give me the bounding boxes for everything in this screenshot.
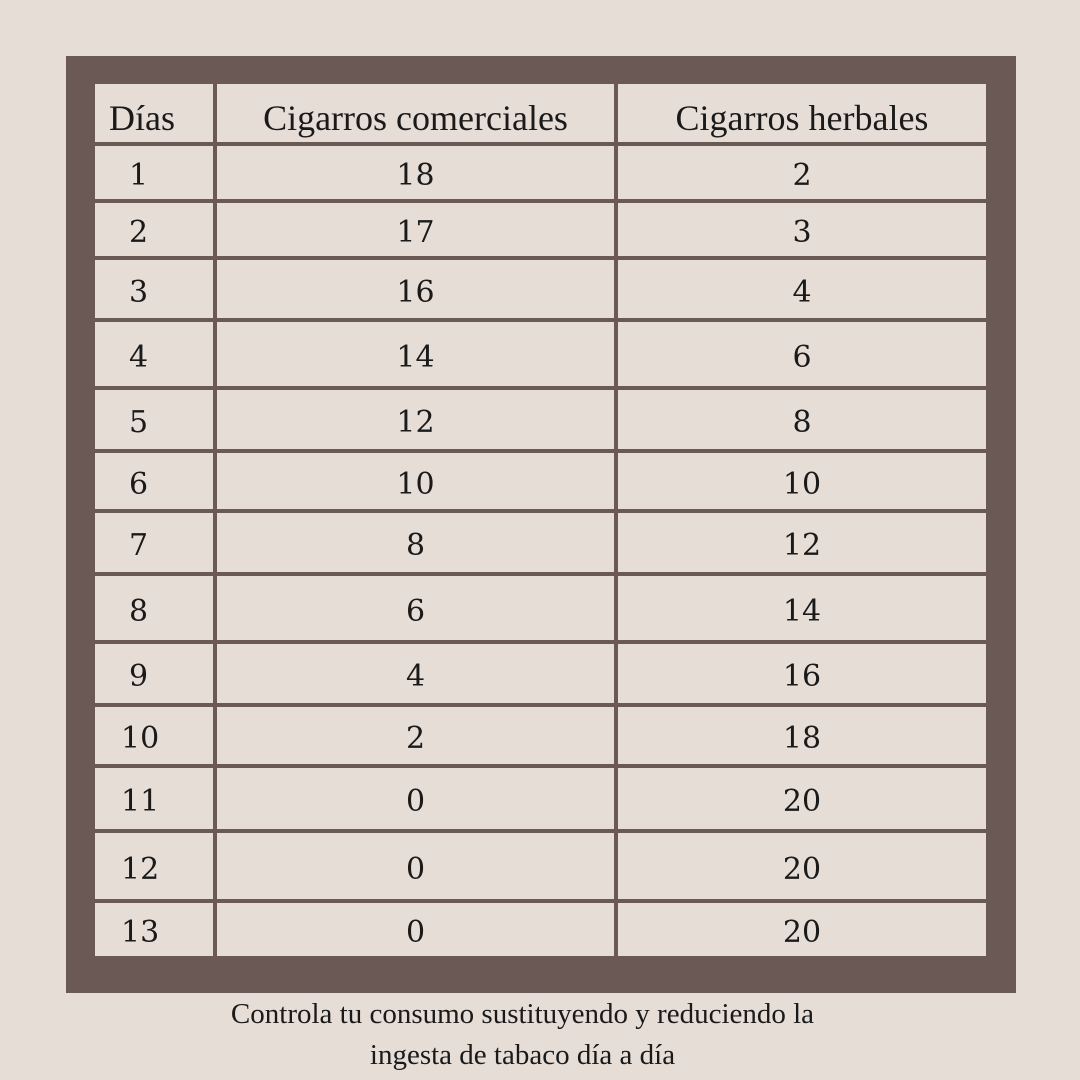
caption [0,994,1045,1076]
day-cell: 1 [95,146,213,199]
table-frame [66,56,1016,993]
commercial-cell: 6 [217,576,614,640]
day-cell: 3 [95,260,213,318]
day-cell: 8 [95,576,213,640]
header-herbal-cigarettes: Cigarros herbales [618,84,986,142]
commercial-cell: 8 [217,513,614,572]
commercial-cell: 12 [217,390,614,449]
commercial-cell: 0 [217,833,614,899]
day-cell: 13 [95,903,213,956]
herbal-cell: 20 [618,768,986,829]
commercial-cell: 14 [217,322,614,386]
day-cell: 5 [95,390,213,449]
day-cell: 12 [95,833,213,899]
herbal-cell: 18 [618,707,986,764]
day-cell: 7 [95,513,213,572]
commercial-cell: 17 [217,203,614,256]
herbal-cell: 4 [618,260,986,318]
commercial-cell: 0 [217,903,614,956]
commercial-cell: 16 [217,260,614,318]
day-cell: 9 [95,644,213,703]
header-days: Días [95,84,213,142]
day-cell: 10 [95,707,213,764]
herbal-cell: 2 [618,146,986,199]
herbal-cell: 6 [618,322,986,386]
herbal-cell: 20 [618,903,986,956]
day-cell: 4 [95,322,213,386]
herbal-cell: 12 [618,513,986,572]
day-cell: 2 [95,203,213,256]
commercial-cell: 10 [217,453,614,509]
herbal-cell: 3 [618,203,986,256]
herbal-cell: 16 [618,644,986,703]
header-commercial-cigarettes: Cigarros comerciales [217,84,614,142]
herbal-cell: 14 [618,576,986,640]
commercial-cell: 2 [217,707,614,764]
commercial-cell: 0 [217,768,614,829]
herbal-cell: 8 [618,390,986,449]
herbal-cell: 10 [618,453,986,509]
day-cell: 6 [95,453,213,509]
caption-line-2: ingesta de tabaco día a día [369,1039,676,1071]
commercial-cell: 4 [217,644,614,703]
caption-line-1: Controla tu consumo sustituyendo y reduciendo la [230,998,815,1030]
herbal-cell: 20 [618,833,986,899]
consumption-table [95,84,987,964]
day-cell: 11 [95,768,213,829]
commercial-cell: 18 [217,146,614,199]
